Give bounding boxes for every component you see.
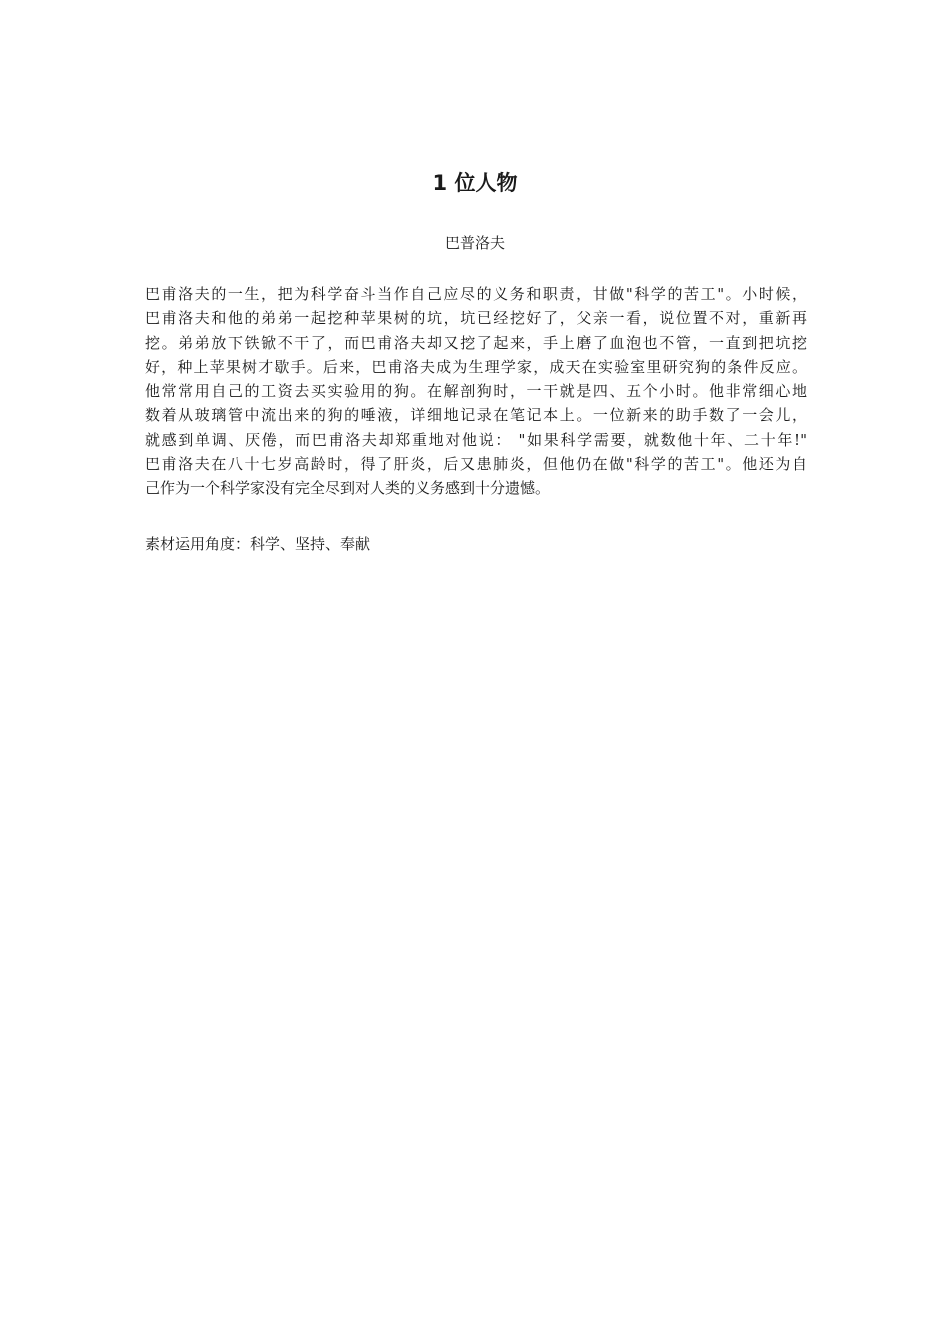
- paragraph-line: 数着从玻璃管中流出来的狗的唾液，详细地记录在笔记本上。一位新来的助手数了一会儿，: [145, 406, 807, 425]
- paragraph-line: 他常常用自己的工资去买实验用的狗。在解剖狗时，一干就是四、五个小时。他非常细心地: [145, 382, 807, 401]
- paragraph-line: 己作为一个科学家没有完全尽到对人类的义务感到十分遗憾。: [145, 479, 551, 498]
- paragraph-line: 巴甫洛夫和他的弟弟一起挖种苹果树的坑，坑已经挖好了，父亲一看，说位置不对，重新再: [145, 309, 807, 328]
- body-paragraph: [145, 282, 807, 501]
- paragraph-line: 挖。弟弟放下铁锨不干了，而巴甫洛夫却又挖了起来，手上磨了血泡也不管，一直到把坑挖: [145, 333, 807, 352]
- usage-angle-note: 素材运用角度：科学、坚持、奉献: [145, 535, 371, 553]
- paragraph-line: 巴甫洛夫的一生，把为科学奋斗当作自己应尽的义务和职责，甘做"科学的苦工"。小时候，: [145, 285, 807, 303]
- paragraph-line: 好，种上苹果树才歇手。后来，巴甫洛夫成为生理学家，成天在实验室里研究狗的条件反应。: [145, 357, 807, 376]
- paragraph-line: 就感到单调、厌倦，而巴甫洛夫却郑重地对他说： "如果科学需要，就数他十年、二十年!": [145, 430, 807, 449]
- paragraph-line: 巴甫洛夫在八十七岁高龄时，得了肝炎，后又患肺炎，但他仍在做"科学的苦工"。他还为自: [145, 455, 807, 474]
- document-subtitle: 巴普洛夫: [444, 234, 505, 252]
- document-title: 1 位人物: [432, 171, 518, 195]
